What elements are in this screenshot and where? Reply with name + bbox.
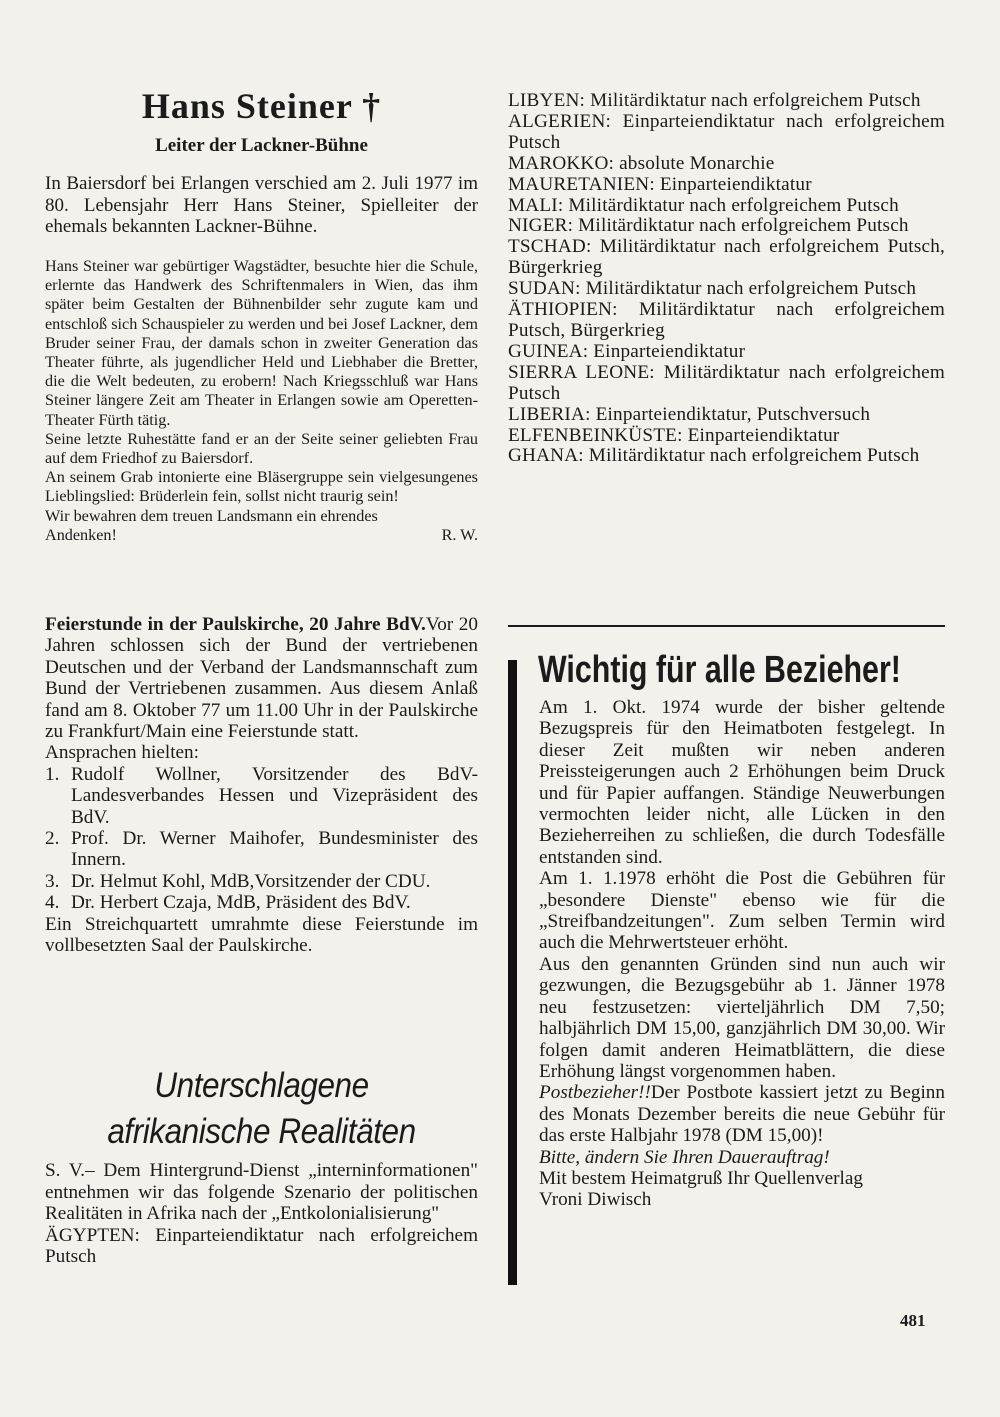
obituary-signature: R. W.	[441, 525, 478, 544]
country-entry: ÄGYPTEN: Einparteiendiktatur nach erfolgreichem Putsch	[45, 1224, 478, 1267]
section-divider	[508, 625, 945, 627]
country-entry: ALGERIEN: Einparteiendiktatur nach erfolgreichem Putsch	[508, 110, 945, 153]
postbezieher-label: Postbezieher!!	[539, 1082, 651, 1104]
country-entry: GHANA: Militärdiktatur nach erfolgreichem Putsch	[508, 445, 920, 467]
list-number: 4.	[45, 892, 60, 914]
list-text: Prof. Dr. Werner Maihofer, Bundesminister des Innern.	[71, 828, 478, 871]
list-number: 2.	[45, 828, 60, 850]
country-entry: TSCHAD: Militärdiktatur nach erfolgreichem Putsch, Bürgerkrieg	[508, 236, 945, 279]
signature-line	[45, 526, 478, 545]
list-item	[45, 764, 478, 828]
obituary-title: Hans Steiner †	[141, 86, 382, 126]
list-number: 1.	[45, 763, 60, 785]
list-text: Dr. Herbert Czaja, MdB, Präsident des BdV.	[71, 892, 411, 914]
obituary-closing: Wir bewahren dem treuen Landsmann ein ehrendes	[45, 506, 378, 525]
notice-paragraph: Aus den genannten Gründen sind nun auch wir gezwungen, die Bezugsgebühr ab 1. Jänner 1978 neu festzusetzen: vierteljährlich DM 7,50; halbjährlich DM 15,00, ganzjährlich DM 30,00. Wir folgen damit anderen Heimatblättern, die diese Erhöhung längst vorgenommen haben.	[539, 953, 945, 1082]
notice-request	[539, 1147, 945, 1168]
notice-paragraph	[539, 1082, 945, 1146]
obituary-paragraph: An seinem Grab intonierte eine Bläsergruppe sein vielgesungenes Lieblingslied: Brüderlein fein, sollst nicht traurig sein!	[45, 468, 478, 506]
africa-country-list	[508, 91, 945, 467]
country-entry: SIERRA LEONE: Militärdiktatur nach erfolgreichem Putsch	[508, 361, 945, 404]
country-entry: GUINEA: Einparteiendiktatur	[508, 340, 746, 362]
obituary-closing-end: Andenken!	[45, 525, 117, 544]
notice-title: Wichtig für alle Bezieher!	[538, 649, 901, 691]
list-number: 3.	[45, 870, 60, 892]
africa-headline-line: Unterschlagene	[154, 1066, 369, 1105]
notice-request-text: Bitte, ändern Sie Ihren Dauerauftrag!	[539, 1146, 830, 1168]
notice-side-bar	[508, 660, 517, 1285]
notice-paragraph: Am 1. Okt. 1974 wurde der bisher geltende Bezugspreis für den Heimatboten festgelegt. In dieser Zeit mußten wir neben anderen Preissteigerungen auch 2 Erhöhungen beim Druck und für Papier auffangen. Ständige Neuwerbungen vermochten leider nicht, alle Lücken in den Bezieherreihen zu schließen, die durch Todesfälle entstanden sind.	[539, 697, 945, 868]
obituary-paragraph: Seine letzte Ruhestätte fand er an der Seite seiner geliebten Frau auf dem Friedhof zu Baiersdorf.	[45, 429, 478, 468]
speakers-label: Ansprachen hielten:	[45, 742, 199, 764]
notice-paragraph: Am 1. 1.1978 erhöht die Post die Gebühren für „besondere Dienste" ebenso wie für die „Streifbandzeitungen". Zum selben Termin wird auch die Mehrwertsteuer erhöht.	[539, 868, 945, 954]
africa-intro: S. V.– Dem Hintergrund-Dienst „interninformationen" entnehmen wir das folgende Szenario der politischen Realitäten in Afrika nach der „Entkolonialisierung"	[45, 1160, 478, 1224]
list-text: Rudolf Wollner, Vorsitzender des BdV-Landesverbandes Hessen und Vizepräsident des BdV.	[71, 763, 478, 828]
list-item	[45, 871, 478, 892]
country-entry: MAURETANIEN: Einparteiendiktatur	[508, 173, 812, 195]
speakers-list	[45, 764, 478, 914]
country-entry: ÄTHIOPIEN: Militärdiktatur nach erfolgreichem Putsch, Bürgerkrieg	[508, 299, 945, 341]
africa-article-start	[45, 1160, 478, 1268]
obituary-paragraph: Hans Steiner war gebürtiger Wagstädter, besuchte hier die Schule, erlernte das Handwerk des Schriftenmalers in Wien, das ihm später beim Gestalten der Bühnenbilder sehr zugute kam und entschloß sich Schauspieler zu werden und bei Josef Lackner, dem Bruder seiner Frau, der damals schon in zweiter Generation das Theater führte, als jugendlicher Held und Liebhaber die Bretter, die die Welt bedeuten, zu erobern! Nach Kriegsschluß war Hans Steiner längere Zeit am Theater in Erlangen sowie am Operetten-Theater Fürth tätig.	[45, 257, 478, 429]
notice-signature: Vroni Diwisch	[539, 1189, 652, 1211]
africa-headline	[67, 1063, 457, 1155]
feierstunde-heading: Feierstunde in der Paulskirche, 20 Jahre BdV.	[45, 614, 426, 635]
country-entry: LIBERIA: Einparteiendiktatur, Putschversuch	[508, 403, 871, 425]
notice-body	[539, 697, 945, 1211]
country-entry: LIBYEN: Militärdiktatur nach erfolgreichem Putsch	[508, 90, 921, 111]
country-entry: MALI: Militärdiktatur nach erfolgreichem Putsch	[508, 194, 899, 216]
feierstunde-outro: Ein Streichquartett umrahmte diese Feierstunde im vollbesetzten Saal der Paulskirche.	[45, 913, 478, 957]
obituary-body	[45, 257, 478, 545]
notice-text: Der Postbote kassiert jetzt zu Beginn des Monats Dezember bereits die neue Gebühr für das erste Halbjahr 1978 (DM 15,00)!	[539, 1082, 945, 1147]
notice-greeting: Mit bestem Heimatgruß Ihr Quellenverlag	[539, 1167, 863, 1189]
obituary-lead: In Baiersdorf bei Erlangen verschied am 2. Juli 1977 im 80. Lebensjahr Herr Hans Steiner, Spielleiter der ehemals bekannten Lackner-Bühne.	[45, 173, 478, 237]
list-text: Dr. Helmut Kohl, MdB,Vorsitzender der CDU.	[71, 870, 431, 892]
list-item	[45, 828, 478, 871]
country-entry: NIGER: Militärdiktatur nach erfolgreichem Putsch	[508, 215, 909, 237]
page-number: 481	[900, 1311, 926, 1330]
africa-headline-line: afrikanische Realitäten	[107, 1112, 416, 1151]
country-entry: MAROKKO: absolute Monarchie	[508, 152, 775, 174]
list-item	[45, 892, 478, 913]
feierstunde-article	[45, 614, 478, 957]
feierstunde-intro: Vor 20 Jahren schlossen sich der Bund der vertriebenen Deutschen und der Verband der Landsmannschaft zum Bund der Vertriebenen zusammen. Aus diesem Anlaß fand am 8. Oktober 77 um 11.00 Uhr in der Paulskirche zu Frankfurt/Main eine Feierstunde statt.	[45, 614, 478, 743]
notice-box	[508, 645, 945, 1285]
obituary-subtitle: Leiter der Lackner-Bühne	[155, 135, 368, 156]
country-entry: SUDAN: Militärdiktatur nach erfolgreichem Putsch	[508, 278, 917, 300]
country-entry: ELFENBEINKÜSTE: Einparteiendiktatur	[508, 424, 840, 446]
